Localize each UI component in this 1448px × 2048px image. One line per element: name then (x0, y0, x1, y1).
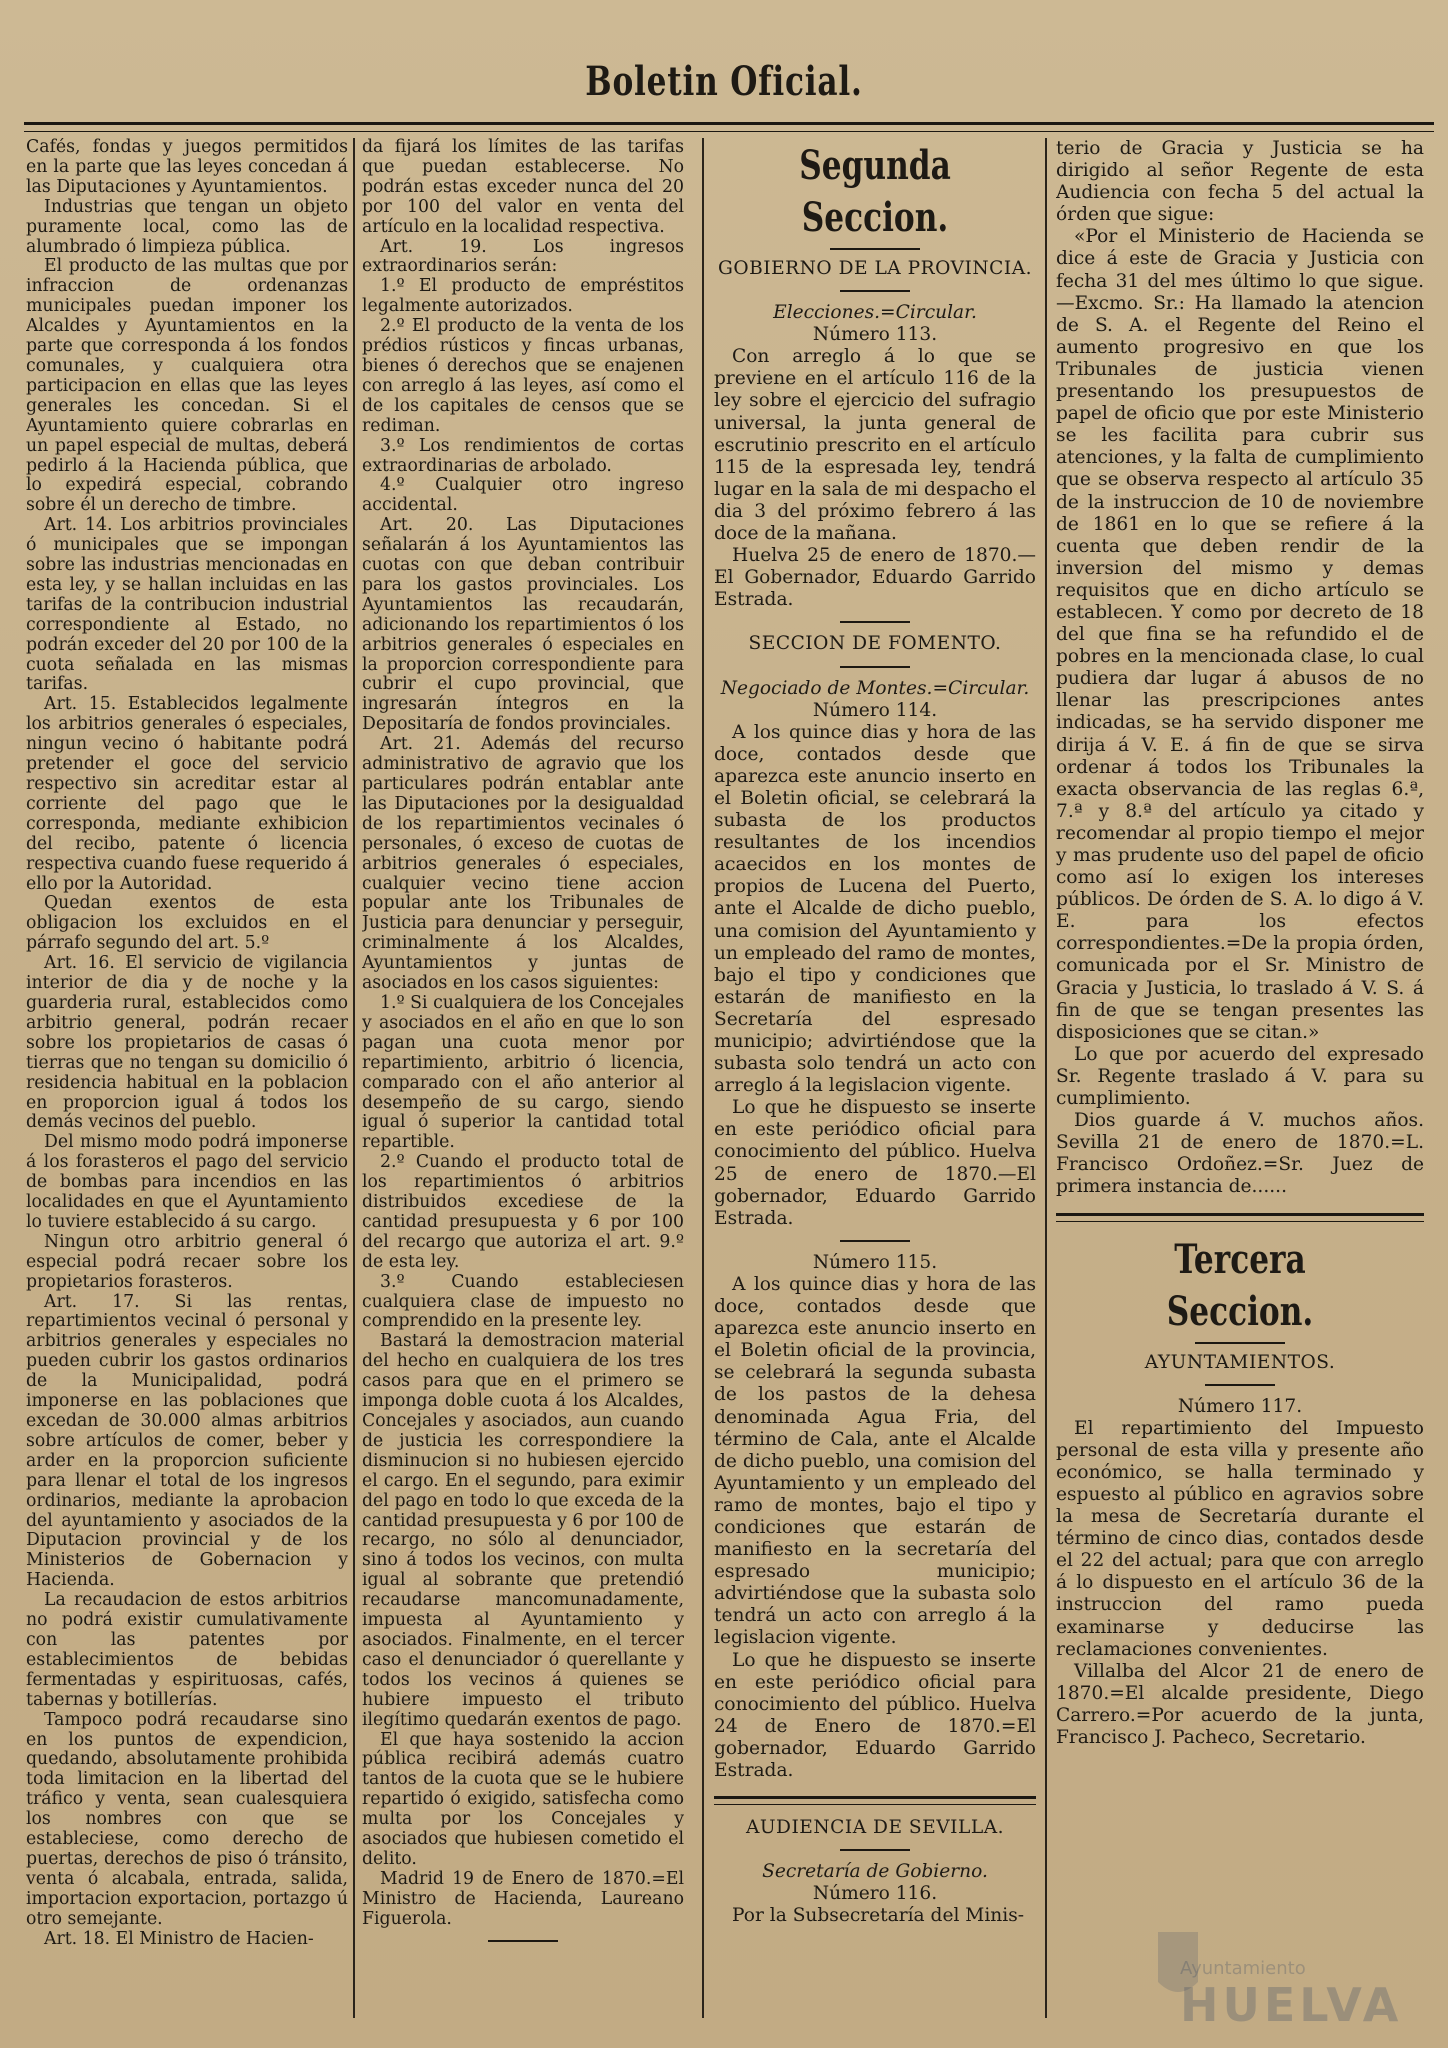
paragraph: Art. 14. Los arbitrios provinciales ó municipales que se impongan sobre las industrias mencionadas en esta ley, y se hallan incluidas en las tarifas de la contribucion industrial correspondiente al Estado, no podrán exceder del 20 por 100 de la cuota señalada en las mismas tarifas. (26, 515, 348, 695)
section-title: Tercera Seccion. (1166, 1235, 1314, 1335)
paragraph: Lo que por acuerdo del expresado Sr. Regente traslado á V. para su cumplimiento. (1056, 1043, 1424, 1110)
column-divider (702, 138, 704, 2018)
column-4 (1056, 138, 1424, 2038)
notice-number: Número 113. (812, 324, 938, 346)
paragraph: Art. 16. El servicio de vigilancia interior de dia y de noche y la guarderia rural, establecidos como arbitrio general, podrán recaer sobre los propietarios de casas ó tierras que no tengan su domicilio ó residencia habitual en la poblacion en proporcion igual á todos los demás vecinos del pueblo. (26, 953, 348, 1133)
paragraph: Art. 20. Las Diputaciones señalarán á los Ayuntamientos las cuotas con que deban contribuir para los gastos provinciales. Los Ayuntamientos las recaudarán, adicionando los repartimientos ó los arbitrios generales ó especiales en la proporcion correspondiente para cubrir el cupo provincial, que ingresarán íntegros en la Depositaría de fondos provinciales. (362, 515, 684, 735)
paragraph: Art. 21. Además del recurso administrativo de agravio que los particulares podrán entablar ante las Diputaciones por la desigualdad de los repartimientos vecinales ó personales, ó exceso de cuotas de arbitrios generales ó especiales, cualquier vecino tiene accion popular ante los Tribunales de Justicia para denunciar y perseguir, criminalmente á los Alcaldes, Ayuntamientos y juntas de asociados en los casos siguientes: (362, 734, 684, 994)
heading-rule (840, 290, 910, 292)
divider (840, 621, 910, 623)
heading-rule (840, 666, 910, 668)
subheading: Negociado de Montes.=Circular. (720, 677, 1030, 699)
paragraph: «Por el Ministerio de Hacienda se dice á este de Gracia y Justicia con fecha 31 del mes último lo que sigue.—Excmo. Sr.: Ha llamado la atencion de S. A. el Regente del Reino el aumento progresivo en que los Tribunales de justicia vienen presentando los presupuestos de papel de oficio que por este Ministerio se les facilita para cubrir sus atenciones, y la falta de cumplimiento que se observa respecto al artículo 35 de la instruccion de 10 de noviembre de 1861 en lo que se refiere á la cuenta que deben rendir de la inversion del mismo y demas requisitos que en dicho artículo se establecen. Y como por decreto de 18 del que fina se ha refundido el de pobres en la mencionada clase, lo cual pudiera dar lugar á abusos de no llenar las prescripciones antes indicadas, se ha servido disponer me dirija á V. E. á fin de que se sirva ordenar á todos los Tribunales la exacta observancia de las reglas 6.ª, 7.ª y 8.ª del artículo ya citado y recomendar al propio tiempo el mejor y mas prudente uso del papel de oficio como así lo exigen los intereses públicos. De órden de S. A. lo digo á V. E. para los efectos correspondientes.=De la propia órden, comunicada por el Sr. Ministro de Gracia y Justicia, lo traslado á V. S. á fin de que se tengan presentes las disposiciones que se citan.» (1056, 226, 1424, 1043)
paragraph: Ningun otro arbitrio general ó especial podrá recaer sobre los propietarios forasteros. (26, 1231, 348, 1292)
paragraph: A los quince dias y hora de las doce, contados desde que aparezca este anuncio inserto en el Boletin oficial de la provincia, se celebrará la segunda subasta de los pastos de la dehesa denominada Agua Fria, del término de Cala, ante el Alcalde de dicho pueblo, una comision del Ayuntamiento y un empleado del ramo de montes, bajo el tipo y condiciones que estarán de manifiesto en la secretaría del espresado municipio; advirtiéndose que la subasta solo tendrá un acto con arreglo á la legislacion vigente. (714, 1273, 1036, 1649)
watermark-text: HUELVA (1180, 1978, 1403, 2032)
paragraph: Dios guarde á V. muchos años. Sevilla 21 de enero de 1870.=L. Francisco Ordoñez.=Sr. Juez de primera instancia de...... (1056, 1110, 1424, 1198)
double-rule (1056, 1213, 1424, 1222)
subheading: Secretaría de Gobierno. (762, 1861, 988, 1883)
section-heading: AYUNTAMIENTOS. (1144, 1351, 1336, 1373)
section-title: Segunda Seccion. (799, 142, 951, 241)
paragraph: Quedan exentos de esta obligacion los excluidos en el párrafo segundo del art. 5.º (26, 893, 348, 954)
paragraph: Cafés, fondas y juegos permitidos en la parte que las leyes concedan á las Diputaciones y Ayuntamientos. (26, 138, 348, 197)
paragraph: Tampoco podrá recaudarse sino en los puntos de expendicion, quedando, absolutamente prohibida toda limitacion en la libertad del tráfico y venta, sean cualesquiera los nombres con que se estableciese, como derecho de puertas, derechos de piso ó tránsito, venta ó alcabala, entrada, salida, importacion exportacion, portazgo ú otro semejante. (26, 1709, 348, 1929)
notice-number: Número 114. (812, 699, 938, 721)
paragraph: da fijará los límites de las tarifas que puedan establecerse. No podrán estas exceder nunca del 20 por 100 del valor en venta del artículo en la localidad respectiva. (362, 138, 684, 237)
title-rule (830, 248, 920, 250)
heading-rule (1205, 1384, 1275, 1386)
column-1 (26, 138, 348, 2038)
paragraph: Lo que he dispuesto se inserte en este periódico oficial para conocimiento del público. Huelva 24 de Enero de 1870.=El gobernador, Eduardo Garrido Estrada. (714, 1649, 1036, 1781)
paragraph: Villalba del Alcor 21 de enero de 1870.=El alcalde presidente, Diego Carrero.=Por acuerdo de la junta, Francisco J. Pacheco, Secretario. (1056, 1660, 1424, 1748)
divider (840, 1240, 910, 1242)
paragraph: 2.º Cuando el producto total de los repartimientos ó arbitrios distribuidos excediese de la cantidad presupuesta y 6 por 100 del recargo que autoriza el art. 9.º de esta ley. (362, 1152, 684, 1272)
subheading: Elecciones.=Circular. (773, 302, 977, 324)
paragraph: Industrias que tengan un objeto puramente local, como las de alumbrado ó limpieza pública. (26, 196, 348, 257)
paragraph: 3.º Cuando estableciesen cualquiera clase de impuesto no comprendido en la presente ley. (362, 1271, 684, 1332)
paragraph: El producto de las multas que por infraccion de ordenanzas municipales puedan imponer los Alcaldes y Ayuntamientos en la parte que corresponda á los fondos comunales, y cualquiera otra participacion en ellas que las leyes generales les concedan. Si el Ayuntamiento quiere cobrarlas en un papel especial de multas, deberá pedirlo á la Hacienda pública, que lo expedirá especial, cobrando sobre él un derecho de timbre. (26, 256, 348, 516)
section-heading: GOBIERNO DE LA PROVINCIA. (717, 258, 1033, 279)
paragraph: Art. 19. Los ingresos extraordinarios serán: (362, 236, 684, 277)
column-divider (353, 138, 355, 2018)
paragraph: 1.º El producto de empréstitos legalmente autorizados. (362, 276, 684, 317)
signature: Madrid 19 de Enero de 1870.=El Ministro de Hacienda, Laureano Figuerola. (362, 1868, 684, 1929)
title-rule (1195, 1342, 1285, 1344)
paragraph: La recaudacion de estos arbitrios no podrá existir cumulativamente con las patentes por establecimientos de bebidas fermentadas y espirituosas, cafés, tabernas y botillerías. (26, 1590, 348, 1710)
paragraph: 1.º Si cualquiera de los Concejales y asociados en el año en que lo son pagan una cuota menor por repartimiento, arbitrio ó licencia, comparado con el año anterior al desempeño de su cargo, siendo igual ó superior la cantidad total repartible. (362, 992, 684, 1153)
section-heading: SECCION DE FOMENTO. (748, 633, 1002, 655)
paragraph: El repartimiento del Impuesto personal de esta villa y presente año económico, se halla terminado y espuesto al público en agravios sobre la mesa de Secretaría durante el término de cinco dias, contados desde el 22 del actual; para que con arreglo á lo dispuesto en el artículo 36 de la instruccion del ramo pueda examinarse y deducirse las reclamaciones convenientes. (1056, 1417, 1424, 1660)
double-rule (714, 1796, 1036, 1805)
heading-rule (840, 1849, 910, 1851)
paragraph: 3.º Los rendimientos de cortas extraordinarias de arbolado. (362, 435, 684, 476)
section-heading: AUDIENCIA DE SEVILLA. (745, 1817, 1005, 1839)
notice-number: Número 117. (1177, 1395, 1303, 1417)
paragraph: Por la Subsecretaría del Minis- (732, 1905, 1025, 1927)
end-rule (488, 1940, 558, 1942)
paragraph: Huelva 25 de enero de 1870.—El Gobernador, Eduardo Garrido Estrada. (714, 545, 1036, 611)
paragraph: 2.º El producto de la venta de los prédios rústicos y fincas urbanas, bienes ó derechos que se enajenen con arreglo á las leyes, así como el de los capitales de censos que se rediman. (362, 316, 684, 436)
notice-number: Número 116. (812, 1883, 938, 1905)
paragraph: terio de Gracia y Justicia se ha dirigido al señor Regente de esta Audiencia con fecha 5 del actual la órden que sigue: (1056, 138, 1424, 226)
watermark-subtext: Ayuntamiento (1180, 1958, 1306, 1979)
paragraph: El que haya sostenido la accion pública recibirá además cuatro tantos de la cuota que se le hubiere repartido ó exigido, satisfecha como multa por los Concejales y asociados que hubiesen cometido el delito. (362, 1729, 684, 1869)
column-3 (714, 138, 1036, 2038)
paragraph: 4.º Cualquier otro ingreso accidental. (362, 475, 684, 516)
masthead-title: Boletin Oficial. (585, 58, 863, 105)
column-2 (362, 138, 684, 2038)
paragraph: Art. 17. Si las rentas, repartimientos vecinal ó personal y arbitrios generales y especiales no pueden cubrir los gastos ordinarios de la Municipalidad, podrá imponerse en las poblaciones que excedan de 30.000 almas arbitrios sobre artículos de comer, beber y arder en la proporcion suficiente para llenar el total de los ingresos ordinarios, mediante la aprobacion del ayuntamiento y asociados de la Diputacion provincial y de los Ministerios de Gobernacion y Hacienda. (26, 1291, 348, 1591)
paragraph: Con arreglo á lo que se previene en el artículo 116 de la ley sobre el ejercicio del sufragio universal, la junta general de escrutinio prescrito en el artículo 115 de la espresada ley, tendrá lugar en la sala de mi despacho el dia 3 del próximo febrero á las doce de la mañana. (714, 346, 1036, 545)
notice-number: Número 115. (812, 1251, 938, 1273)
column-divider (1045, 138, 1047, 2018)
paragraph: Bastará la demostracion material del hecho en cualquiera de los tres casos para que en el primero se imponga doble cuota á los Alcaldes, Concejales y asociados, aun cuando de justicia les correspondiere la disminucion si no hubiesen ejercido el cargo. En el segundo, para eximir del pago en todo lo que exceda de la cantidad presupuesta y 6 por 100 de recargo, no sólo al denunciador, sino á todos los vecinos, con multa igual al sobrante que pretendió recaudarse mancomunadamente, impuesta al Ayuntamiento y asociados. Finalmente, en el tercer caso el denunciador ó querellante y todos los vecinos á quienes se hubiere impuesto el tributo ilegítimo quedarán exentos de pago. (362, 1331, 684, 1730)
paragraph: Art. 18. El Ministro de Hacien- (44, 1928, 314, 1949)
paragraph: Lo que he dispuesto se inserte en este periódico oficial para conocimiento del público. Huelva 25 de enero de 1870.—El gobernador, Eduardo Garrido Estrada. (714, 1097, 1036, 1229)
paragraph: Del mismo modo podrá imponerse á los forasteros el pago del servicio de bombas para incendios en las localidades en que el Ayuntamiento lo tuviere establecido á su cargo. (26, 1132, 348, 1232)
paragraph: A los quince dias y hora de las doce, contados desde que aparezca este anuncio inserto en el Boletin oficial, se celebrará la subasta de los productos resultantes de los incendios acaecidos en los montes de propios de Lucena del Puerto, ante el Alcalde de dicho pueblo, una comision del Ayuntamiento y un empleado del ramo de montes, bajo el tipo y condiciones que estarán de manifiesto en la Secretaría del espresado municipio; advirtiéndose que la subasta solo tendrá un acto con arreglo á la legislacion vigente. (714, 721, 1036, 1097)
masthead-rule (24, 122, 1434, 132)
paragraph: Art. 15. Establecidos legalmente los arbitrios generales ó especiales, ningun vecino ó habitante podrá pretender el goce del servicio respectivo sin acreditar estar al corriente del pago que le corresponda, mediante exhibicion del recibo, patente ó licencia respectiva cuando fuese requerido á ello por la Autoridad. (26, 694, 348, 894)
